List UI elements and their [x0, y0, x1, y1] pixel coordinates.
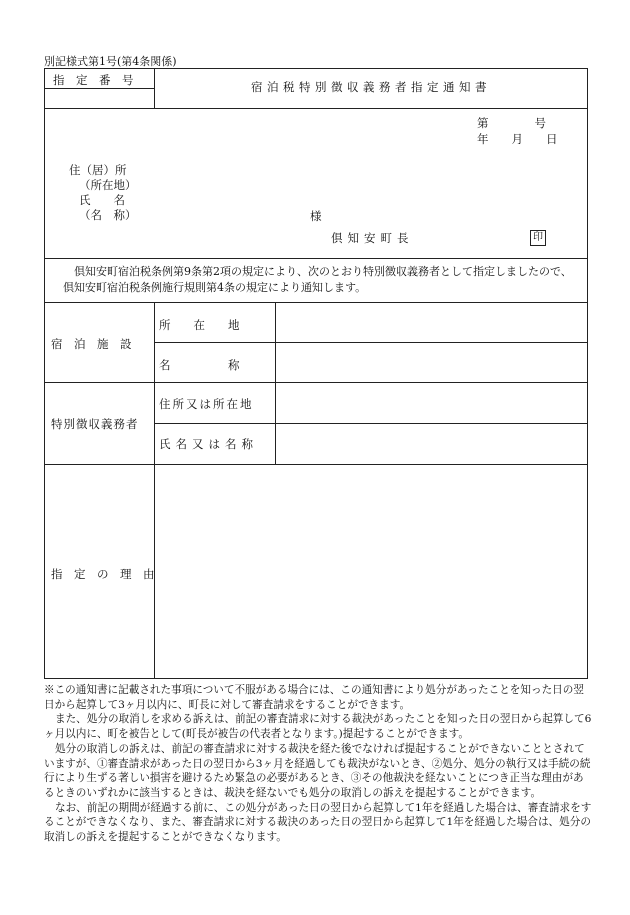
collector-address-field[interactable] — [279, 387, 583, 419]
collector-name-field[interactable] — [279, 427, 583, 459]
facility-name-field[interactable] — [279, 347, 583, 379]
notes-section — [44, 683, 592, 845]
designation-number-label: 指 定 番 号 — [53, 73, 134, 87]
designation-number-field[interactable] — [47, 90, 152, 106]
honorific: 様 — [310, 209, 322, 223]
recipient-name-sub-label: （名 称） — [79, 208, 137, 222]
document-number-label: 第 号 — [477, 116, 546, 130]
reason-field[interactable] — [159, 469, 583, 674]
collector-address-label: 住所又は所在地 — [159, 397, 254, 411]
facility-location-label: 所 在 地 — [159, 318, 240, 332]
seal-mark: 印 — [530, 230, 546, 246]
notice-bottom-line — [45, 302, 587, 303]
note-paragraph: ※この通知書に記載された事項について不服がある場合には、この通知書により処分があったことを知った日の翌日から起算して3ヶ月以内に、町長に対して審査請求をすることができます。 — [44, 684, 584, 711]
header-bottom-line — [45, 108, 587, 109]
recipient-address-sub-label: （所在地） — [79, 178, 137, 192]
note-paragraph: なお、前記の期間が経過する前に、この処分があった日の翌日から起算して1年を経過した場合は、審査請求をすることができなくなり、また、審査請求に対する裁決のあった日の翌日から起算して1年を経過した場合は、処分の取消しの訴えを提起することができなくなります。 — [44, 801, 592, 844]
recipient-address-label: 住（居）所 — [69, 163, 127, 177]
header-number-split — [45, 88, 154, 89]
recipient-name-label: 氏 名 — [79, 193, 125, 207]
label-column-divider — [154, 302, 155, 679]
facility-name-label: 名 称 — [159, 358, 240, 372]
note-paragraph: 処分の取消しの訴えは、前記の審査請求に対する裁決を経た後でなければ提起することができないこととされていますが、①審査請求があった日の翌日から3ヶ月を経過しても裁決がないとき、②処分、処分の執行又は手続の続行により生ずる著しい損害を避けるため緊急の必要があるとき、③その他裁決を経ないことにつき正当な理由があるときのいずれかに該当するときは、裁決を経ないでも処分の取消しの訴えを提起することができます。 — [44, 742, 591, 799]
collector-row-split — [154, 423, 587, 424]
notice-text: 倶知安町宿泊税条例第9条第2項の規定により、次のとおり特別徴収義務者として指定しましたので、倶知安町宿泊税条例施行規則第4条の規定により通知します。 — [63, 265, 572, 294]
collector-name-label: 氏名又は名称 — [159, 437, 258, 451]
notification-form — [44, 68, 588, 679]
reason-label: 指 定 の 理 由 — [51, 567, 155, 581]
facility-label: 宿 泊 施 設 — [51, 337, 132, 351]
facility-row-split — [154, 342, 587, 343]
document-date-label: 年 月 日 — [477, 132, 558, 146]
facility-location-field[interactable] — [279, 307, 583, 339]
document-title: 宿泊税特別徴収義務者指定通知書 — [251, 80, 491, 94]
form-label: 別記様式第1号(第4条関係) — [44, 55, 177, 68]
sublabel-column-divider — [275, 302, 276, 465]
note-paragraph: また、処分の取消しを求める訴えは、前記の審査請求に対する裁決があったことを知った日の翌日から起算して6ヶ月以内に、町を被告として(町長が被告の代表者となります。)提起することができます。 — [44, 713, 592, 741]
facility-bottom-line — [45, 382, 587, 383]
issuer-name: 倶知安町長 — [331, 231, 414, 245]
collector-bottom-line — [45, 464, 587, 465]
address-bottom-line — [45, 258, 587, 259]
collector-label: 特別徴収義務者 — [51, 417, 139, 431]
